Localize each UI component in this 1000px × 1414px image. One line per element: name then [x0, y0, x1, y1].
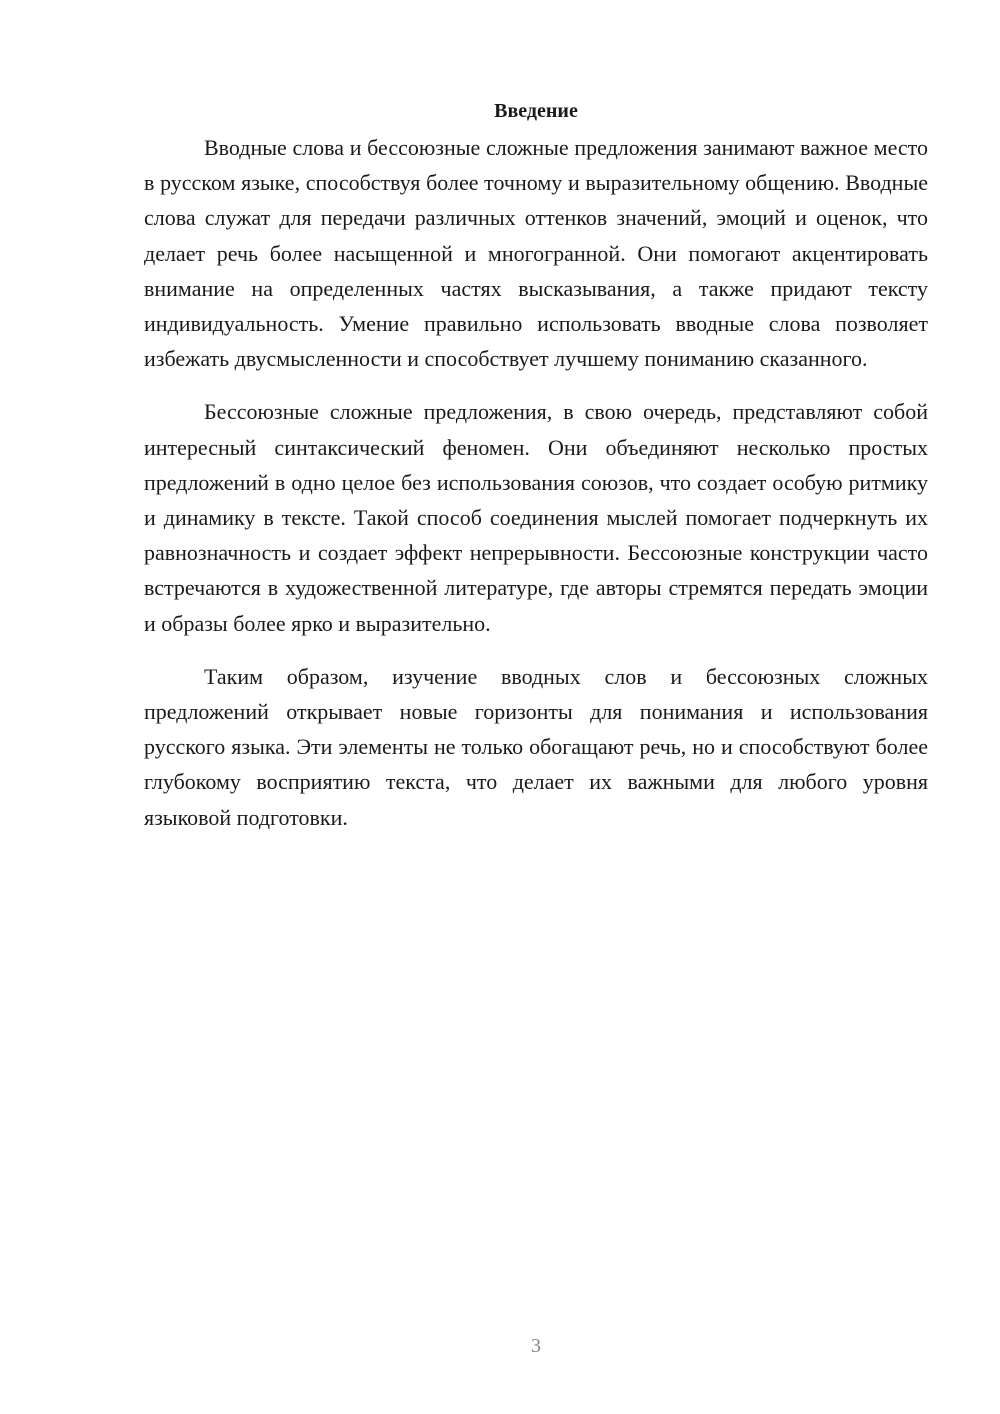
paragraph-2: Бессоюзные сложные предложения, в свою очередь, представляют собой интересный синтаксический феномен. Они объединяют несколько простых предложений в одно целое без использования союзов, что создает особую ритмику и динамику в тексте. Такой способ соединения мыслей помогает подчеркнуть их равнозначность и создает эффект непрерывности. Бессоюзные конструкции часто встречаются в художественной литературе, где авторы стремятся передать эмоции и образы более ярко и выразительно.: [144, 399, 928, 636]
page-number: 3: [531, 1335, 541, 1357]
section-heading: Введение: [494, 100, 578, 122]
paragraph-1: Вводные слова и бессоюзные сложные предложения занимают важное место в русском языке, способствуя более точному и выразительному общению. Вводные слова служат для передачи различных оттенков значений, эмоций и оценок, что делает речь более насыщенной и многогранной. Они помогают акцентировать внимание на определенных частях высказывания, а также придают тексту индивидуальность. Умение правильно использовать вводные слова позволяет избежать двусмысленности и способствует лучшему пониманию сказанного.: [144, 135, 928, 372]
paragraph-3: Таким образом, изучение вводных слов и бессоюзных сложных предложений открывает новые горизонты для понимания и использования русского языка. Эти элементы не только обогащают речь, но и способствуют более глубокому восприятию текста, что делает их важными для любого уровня языковой подготовки.: [144, 663, 928, 830]
page-content: [144, 96, 928, 835]
